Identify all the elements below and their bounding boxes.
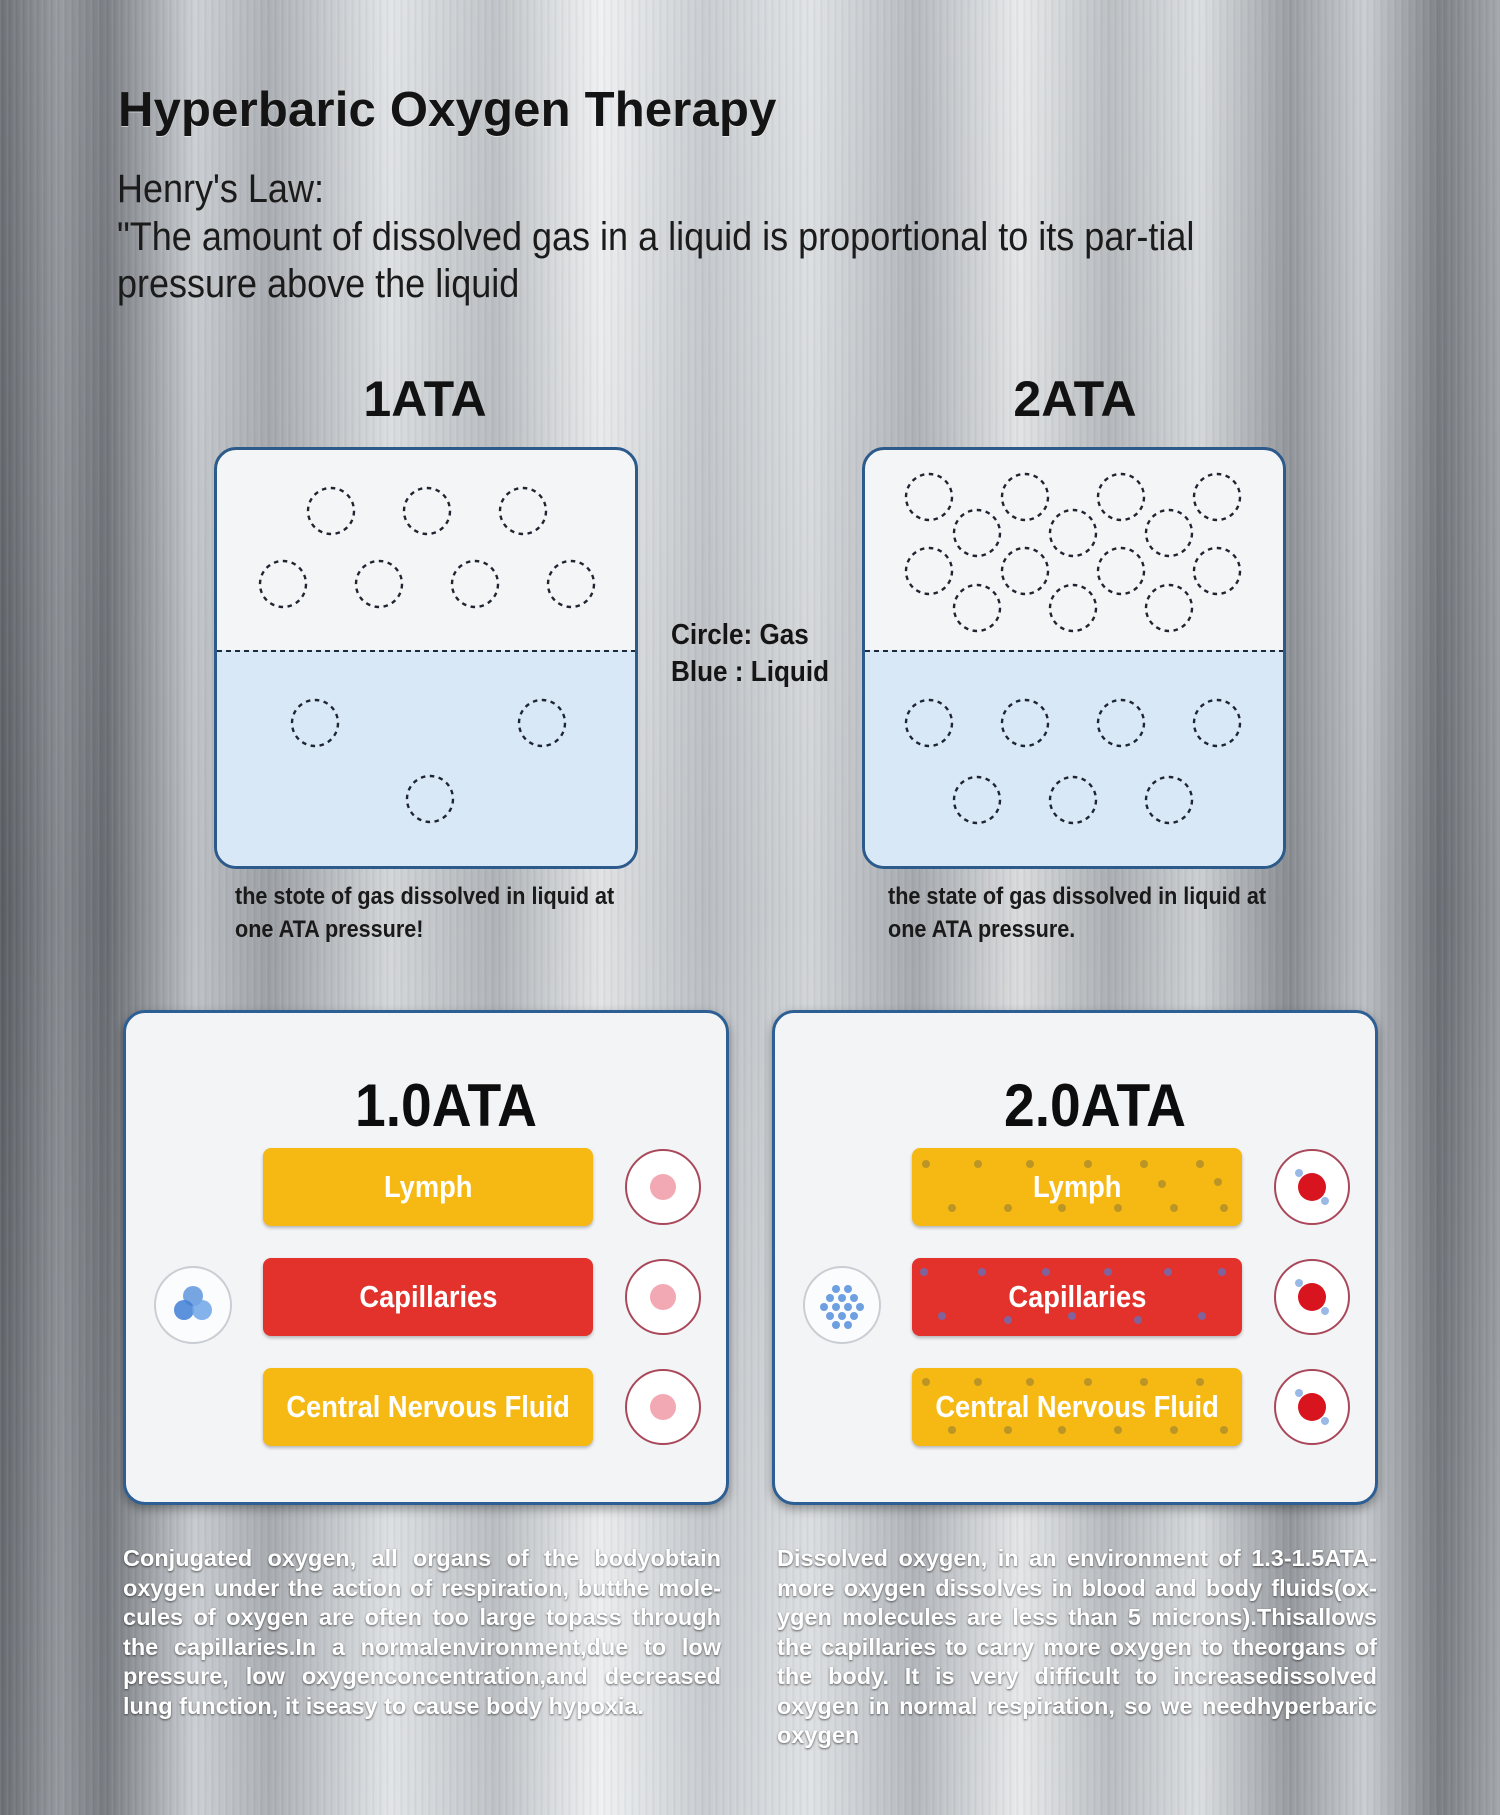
bar-label: Capillaries [359, 1279, 497, 1314]
law-statement: "The amount of dissolved gas in a liquid is proportional to its par-tial pressure above the liquid [117, 215, 1195, 306]
oxygen-dot-icon [1272, 1257, 1352, 1337]
gas-liquid-diagram-1ata [214, 447, 638, 869]
molecule-cluster-icon [153, 1265, 233, 1345]
paragraph-conjugated-oxygen: Conjugated oxygen, all organs of the bodyobtain oxygen under the action of respiration, butthe mole-cules of oxygen are often too large topass through the capillaries.In a normalenvironment,due to low pressure, low oxygenconcentration,and decreased lung function, it iseasy to cause body hypoxia. [123, 1545, 721, 1719]
oxygen-dot-icon [1272, 1367, 1352, 1447]
legend-circle: Circle: Gas [671, 619, 809, 651]
gas-liquid-diagram-2ata [862, 447, 1286, 869]
diagram-1ata-graphic [217, 450, 638, 869]
dispersed-molecules-icon [802, 1265, 882, 1345]
panel-title-2ata: 2.0ATA [1004, 1072, 1186, 1139]
bar-label: Lymph [1032, 1169, 1122, 1204]
oxygen-dot-icon [623, 1147, 703, 1227]
liquid-area [217, 650, 638, 869]
bar-label: Central Nervous Fluid [286, 1389, 570, 1424]
diagram-heading-2ata: 2ATA [1013, 371, 1137, 427]
panel-1ata [123, 1010, 729, 1505]
caption-2ata: the state of gas dissolved in liquid at one ATA pressure. [888, 883, 1267, 943]
bar-capillaries-1ata [263, 1258, 593, 1336]
diagram-2ata-graphic [865, 450, 1286, 869]
liquid-area [865, 650, 1286, 869]
legend-blue: Blue : Liquid [671, 656, 830, 688]
bar-lymph-2ata [912, 1148, 1242, 1226]
bar-label: Lymph [383, 1169, 473, 1204]
bar-lymph-1ata [263, 1148, 593, 1226]
bar-cnf-1ata [263, 1368, 593, 1446]
oxygen-dot-icon [623, 1367, 703, 1447]
caption-1ata: the stote of gas dissolved in liquid at one ATA pressure! [235, 883, 615, 943]
bar-label: Central Nervous Fluid [935, 1389, 1219, 1424]
law-title: Henry's Law: [117, 167, 324, 211]
bar-label: Capillaries [1008, 1279, 1146, 1314]
page-title: Hyperbaric Oxygen Therapy [118, 83, 777, 137]
panel-title-1ata: 1.0ATA [355, 1072, 537, 1139]
legend [671, 617, 829, 691]
oxygen-dot-icon [1272, 1147, 1352, 1227]
bar-cnf-2ata [912, 1368, 1242, 1446]
oxygen-dot-icon [623, 1257, 703, 1337]
diagram-heading-1ata: 1ATA [363, 371, 487, 427]
paragraph-dissolved-oxygen: Dissolved oxygen, in an environment of 1.3-1.5ATA-more oxygen dissolves in blood and body fluids(ox-ygen molecules are less than 5 microns).Thisallows the capillaries to carry more oxygen to theorgans of the body. It is very difficult to increasedissolved oxygen in normal respiration, so we needhyperbaric oxygen [777, 1545, 1377, 1748]
panel-2ata [772, 1010, 1378, 1505]
bar-capillaries-2ata [912, 1258, 1242, 1336]
